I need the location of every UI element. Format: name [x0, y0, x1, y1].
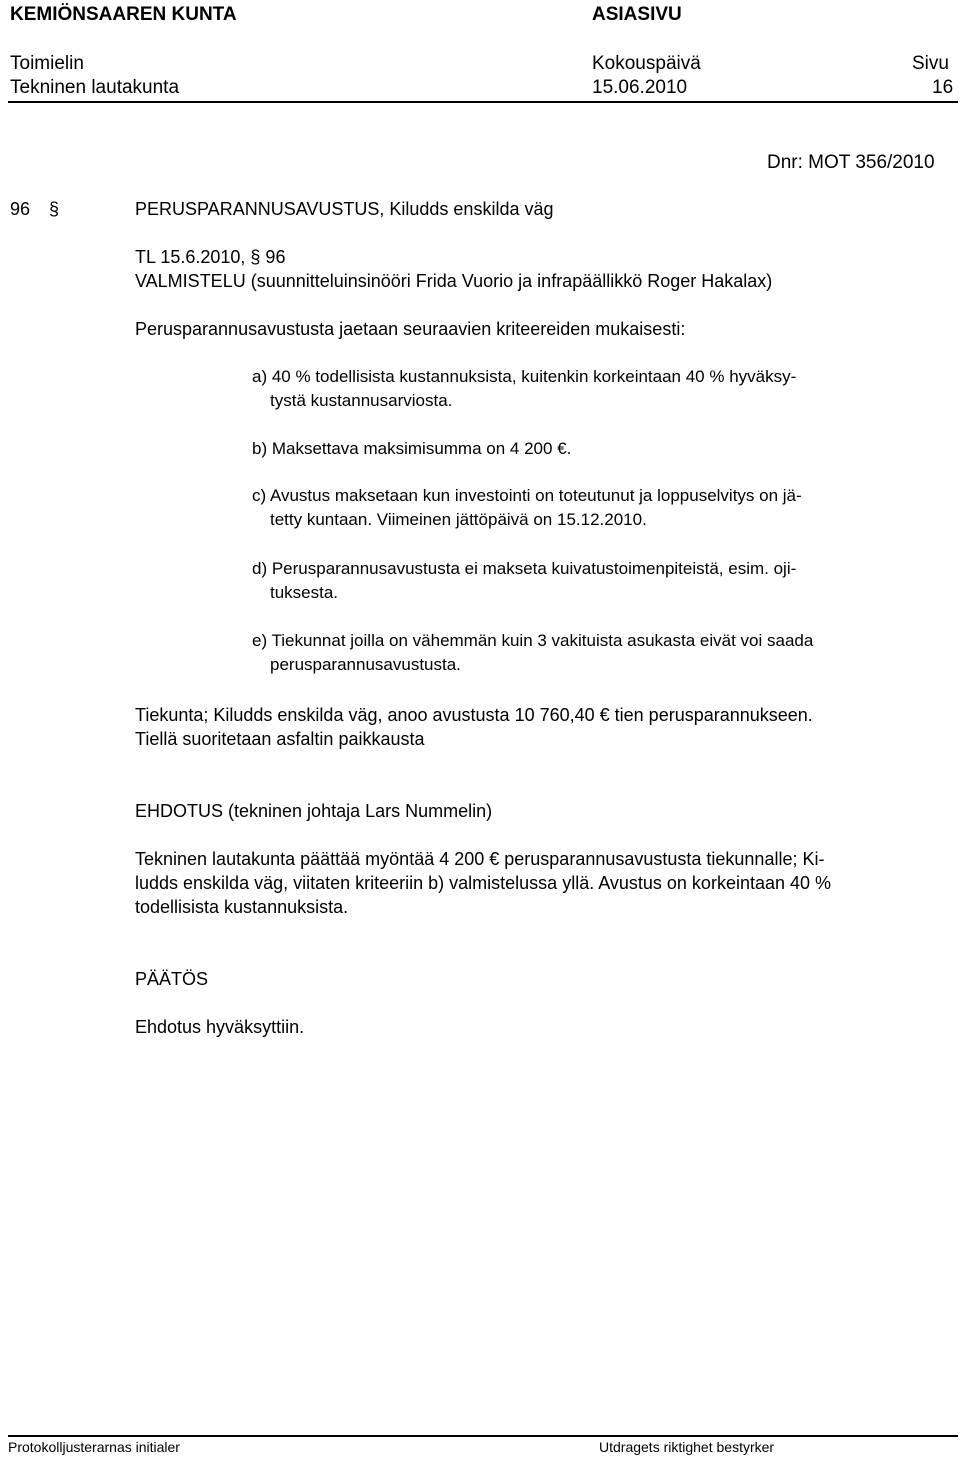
proposal-heading: EHDOTUS (tekninen johtaja Lars Nummelin)	[135, 801, 493, 821]
criterion-a-line1: a) 40 % todellisista kustannuksista, kuitenkin korkeintaan 40 % hyväksy-	[252, 367, 797, 386]
application-line2: Tiellä suoritetaan asfaltin paikkausta	[135, 729, 425, 749]
criterion-d-line2: tuksesta.	[270, 583, 339, 602]
proposal-line2: ludds enskilda väg, viitaten kriteeriin b) valmistelussa yllä. Avustus on korkeintaan 40 %	[135, 873, 832, 893]
reference-line: TL 15.6.2010, § 96	[135, 247, 286, 267]
criterion-a-line2: tystä kustannusarviosta.	[270, 391, 453, 410]
page-number: 16	[932, 77, 954, 98]
criterion-c-line1: c) Avustus maksetaan kun investointi on toteutunut ja loppuselvitys on jä-	[252, 486, 802, 505]
section-title: PERUSPARANNUSAVUSTUS, Kiludds enskilda väg	[135, 199, 554, 219]
criterion-c-line2: tetty kuntaan. Viimeinen jättöpäivä on 15.12.2010.	[270, 510, 647, 529]
document-type: ASIASIVU	[592, 4, 682, 25]
preparation-heading: VALMISTELU (suunnitteluinsinööri Frida Vuorio ja infrapäällikkö Roger Hakalax)	[135, 271, 773, 291]
meeting-date-label: Kokouspäivä	[592, 53, 701, 74]
page-label: Sivu	[912, 53, 949, 74]
footer-initials-label: Protokolljusterarnas initialer	[8, 1439, 180, 1455]
decision-text: Ehdotus hyväksyttiin.	[135, 1017, 305, 1037]
footer-rule	[8, 1435, 958, 1437]
diary-number: Dnr: MOT 356/2010	[767, 152, 935, 173]
organ-value: Tekninen lautakunta	[10, 77, 180, 98]
municipality-name: KEMIÖNSAAREN KUNTA	[10, 4, 237, 25]
criteria-intro: Perusparannusavustusta jaetaan seuraavien kriteereiden mukaisesti:	[135, 319, 686, 339]
section-number: 96	[10, 199, 31, 219]
organ-label: Toimielin	[10, 53, 84, 74]
proposal-line3: todellisista kustannuksista.	[135, 897, 349, 917]
criterion-d-line1: d) Perusparannusavustusta ei makseta kuivatustoimenpiteistä, esim. oji-	[252, 559, 797, 578]
footer-certification-label: Utdragets riktighet bestyrker	[599, 1439, 775, 1455]
criterion-e-line2: perusparannusavustusta.	[270, 655, 461, 674]
criterion-b-line1: b) Maksettava maksimisumma on 4 200 €.	[252, 439, 572, 458]
header-rule	[8, 101, 958, 103]
proposal-line1: Tekninen lautakunta päättää myöntää 4 200 € perusparannusavustusta tiekunnalle; Ki-	[135, 849, 825, 869]
section-symbol: §	[49, 199, 60, 219]
criterion-e-line1: e) Tiekunnat joilla on vähemmän kuin 3 vakituista asukasta eivät voi saada	[252, 631, 814, 650]
application-line1: Tiekunta; Kiludds enskilda väg, anoo avustusta 10 760,40 € tien perusparannukseen.	[135, 705, 813, 725]
decision-heading: PÄÄTÖS	[135, 969, 209, 989]
meeting-date-value: 15.06.2010	[592, 77, 688, 98]
